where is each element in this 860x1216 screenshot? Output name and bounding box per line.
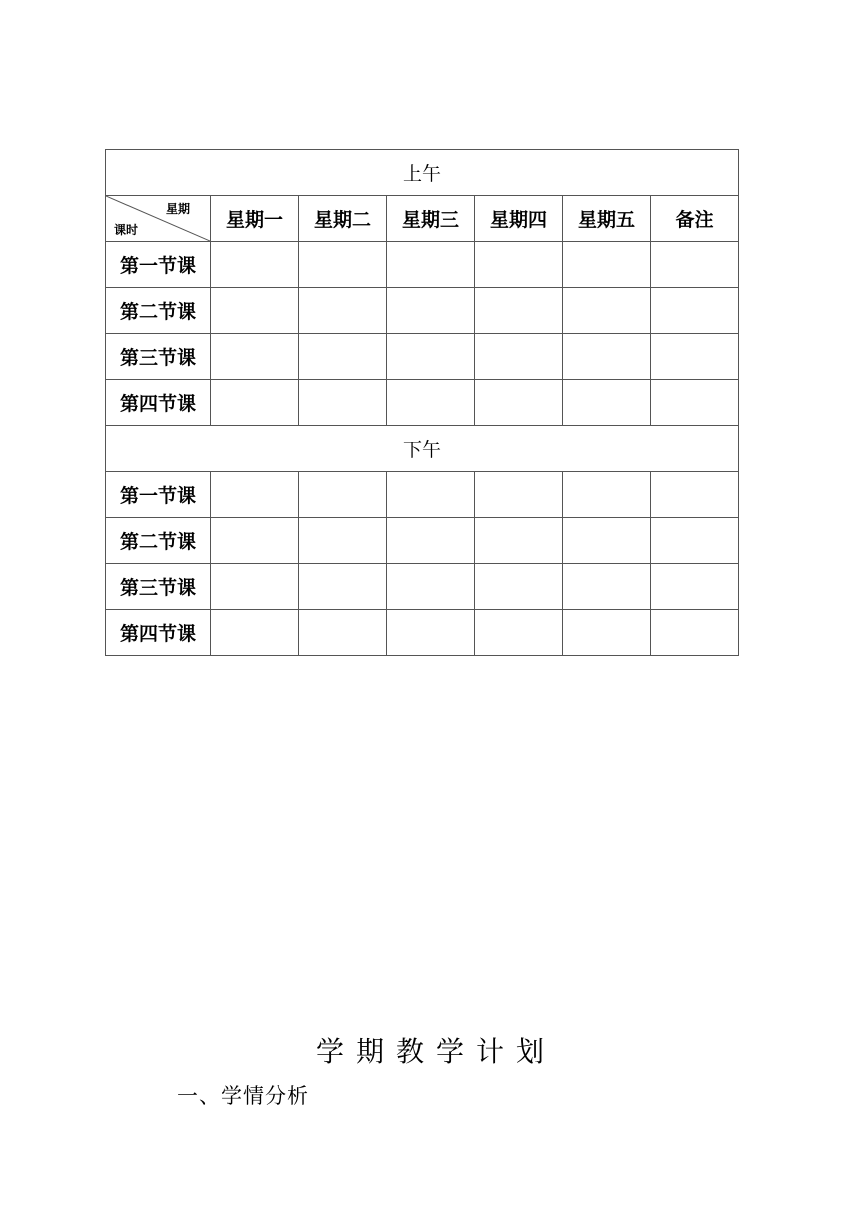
schedule-cell[interactable] bbox=[651, 380, 739, 426]
period-label: 第二节课 bbox=[106, 518, 211, 564]
corner-day-label: 星期 bbox=[165, 202, 190, 216]
corner-period-label: 课时 bbox=[114, 223, 139, 237]
schedule-cell[interactable] bbox=[563, 242, 651, 288]
schedule-cell[interactable] bbox=[651, 472, 739, 518]
schedule-cell[interactable] bbox=[211, 518, 299, 564]
schedule-cell[interactable] bbox=[211, 564, 299, 610]
table-row bbox=[106, 242, 739, 288]
period-label: 第一节课 bbox=[106, 472, 211, 518]
morning-label: 上午 bbox=[106, 150, 739, 196]
page-title: 学期教学计划 bbox=[315, 1035, 556, 1068]
day-header-wed: 星期三 bbox=[387, 196, 475, 242]
schedule-cell[interactable] bbox=[299, 288, 387, 334]
afternoon-header-row bbox=[106, 426, 739, 472]
schedule-cell[interactable] bbox=[563, 564, 651, 610]
schedule-cell[interactable] bbox=[299, 380, 387, 426]
schedule-cell[interactable] bbox=[651, 288, 739, 334]
schedule-cell[interactable] bbox=[387, 564, 475, 610]
table-row bbox=[106, 288, 739, 334]
schedule-cell[interactable] bbox=[475, 334, 563, 380]
period-label: 第四节课 bbox=[106, 610, 211, 656]
schedule-cell[interactable] bbox=[387, 242, 475, 288]
afternoon-label: 下午 bbox=[106, 426, 739, 472]
schedule-cell[interactable] bbox=[387, 610, 475, 656]
schedule-cell[interactable] bbox=[211, 288, 299, 334]
schedule-cell[interactable] bbox=[563, 610, 651, 656]
schedule-cell[interactable] bbox=[651, 242, 739, 288]
day-header-tue: 星期二 bbox=[299, 196, 387, 242]
schedule-cell[interactable] bbox=[211, 242, 299, 288]
period-label: 第一节课 bbox=[106, 242, 211, 288]
schedule-cell[interactable] bbox=[387, 288, 475, 334]
day-header-mon: 星期一 bbox=[211, 196, 299, 242]
schedule-cell[interactable] bbox=[475, 288, 563, 334]
schedule-cell[interactable] bbox=[563, 334, 651, 380]
schedule-cell[interactable] bbox=[299, 334, 387, 380]
schedule-cell[interactable] bbox=[563, 380, 651, 426]
morning-header-row bbox=[106, 150, 739, 196]
table-row bbox=[106, 380, 739, 426]
corner-header-cell bbox=[106, 196, 211, 242]
schedule-cell[interactable] bbox=[651, 564, 739, 610]
schedule-cell[interactable] bbox=[475, 380, 563, 426]
schedule-cell[interactable] bbox=[475, 564, 563, 610]
schedule-cell[interactable] bbox=[387, 380, 475, 426]
day-header-fri: 星期五 bbox=[563, 196, 651, 242]
schedule-cell[interactable] bbox=[299, 242, 387, 288]
schedule-cell[interactable] bbox=[651, 610, 739, 656]
period-label: 第四节课 bbox=[106, 380, 211, 426]
schedule-cell[interactable] bbox=[211, 380, 299, 426]
day-header-row bbox=[106, 196, 739, 242]
schedule-cell[interactable] bbox=[475, 242, 563, 288]
schedule-cell[interactable] bbox=[211, 472, 299, 518]
schedule-cell[interactable] bbox=[563, 472, 651, 518]
schedule-cell[interactable] bbox=[387, 472, 475, 518]
period-label: 第三节课 bbox=[106, 334, 211, 380]
schedule-cell[interactable] bbox=[299, 610, 387, 656]
schedule-cell[interactable] bbox=[651, 518, 739, 564]
period-label: 第二节课 bbox=[106, 288, 211, 334]
table-row bbox=[106, 610, 739, 656]
schedule-cell[interactable] bbox=[211, 334, 299, 380]
schedule-cell[interactable] bbox=[563, 288, 651, 334]
period-label: 第三节课 bbox=[106, 564, 211, 610]
day-header-thu: 星期四 bbox=[475, 196, 563, 242]
schedule-cell[interactable] bbox=[299, 518, 387, 564]
schedule-cell[interactable] bbox=[211, 610, 299, 656]
schedule-cell[interactable] bbox=[651, 334, 739, 380]
table-row bbox=[106, 518, 739, 564]
table-row bbox=[106, 564, 739, 610]
schedule-cell[interactable] bbox=[563, 518, 651, 564]
schedule-cell[interactable] bbox=[475, 610, 563, 656]
schedule-cell[interactable] bbox=[475, 472, 563, 518]
schedule-cell[interactable] bbox=[475, 518, 563, 564]
day-header-notes: 备注 bbox=[651, 196, 739, 242]
table-row bbox=[106, 334, 739, 380]
schedule-cell[interactable] bbox=[299, 472, 387, 518]
section-heading: 一、学情分析 bbox=[177, 1084, 309, 1108]
table-row bbox=[106, 472, 739, 518]
schedule-cell[interactable] bbox=[387, 518, 475, 564]
schedule-cell[interactable] bbox=[299, 564, 387, 610]
schedule-cell[interactable] bbox=[387, 334, 475, 380]
timetable bbox=[105, 149, 739, 656]
